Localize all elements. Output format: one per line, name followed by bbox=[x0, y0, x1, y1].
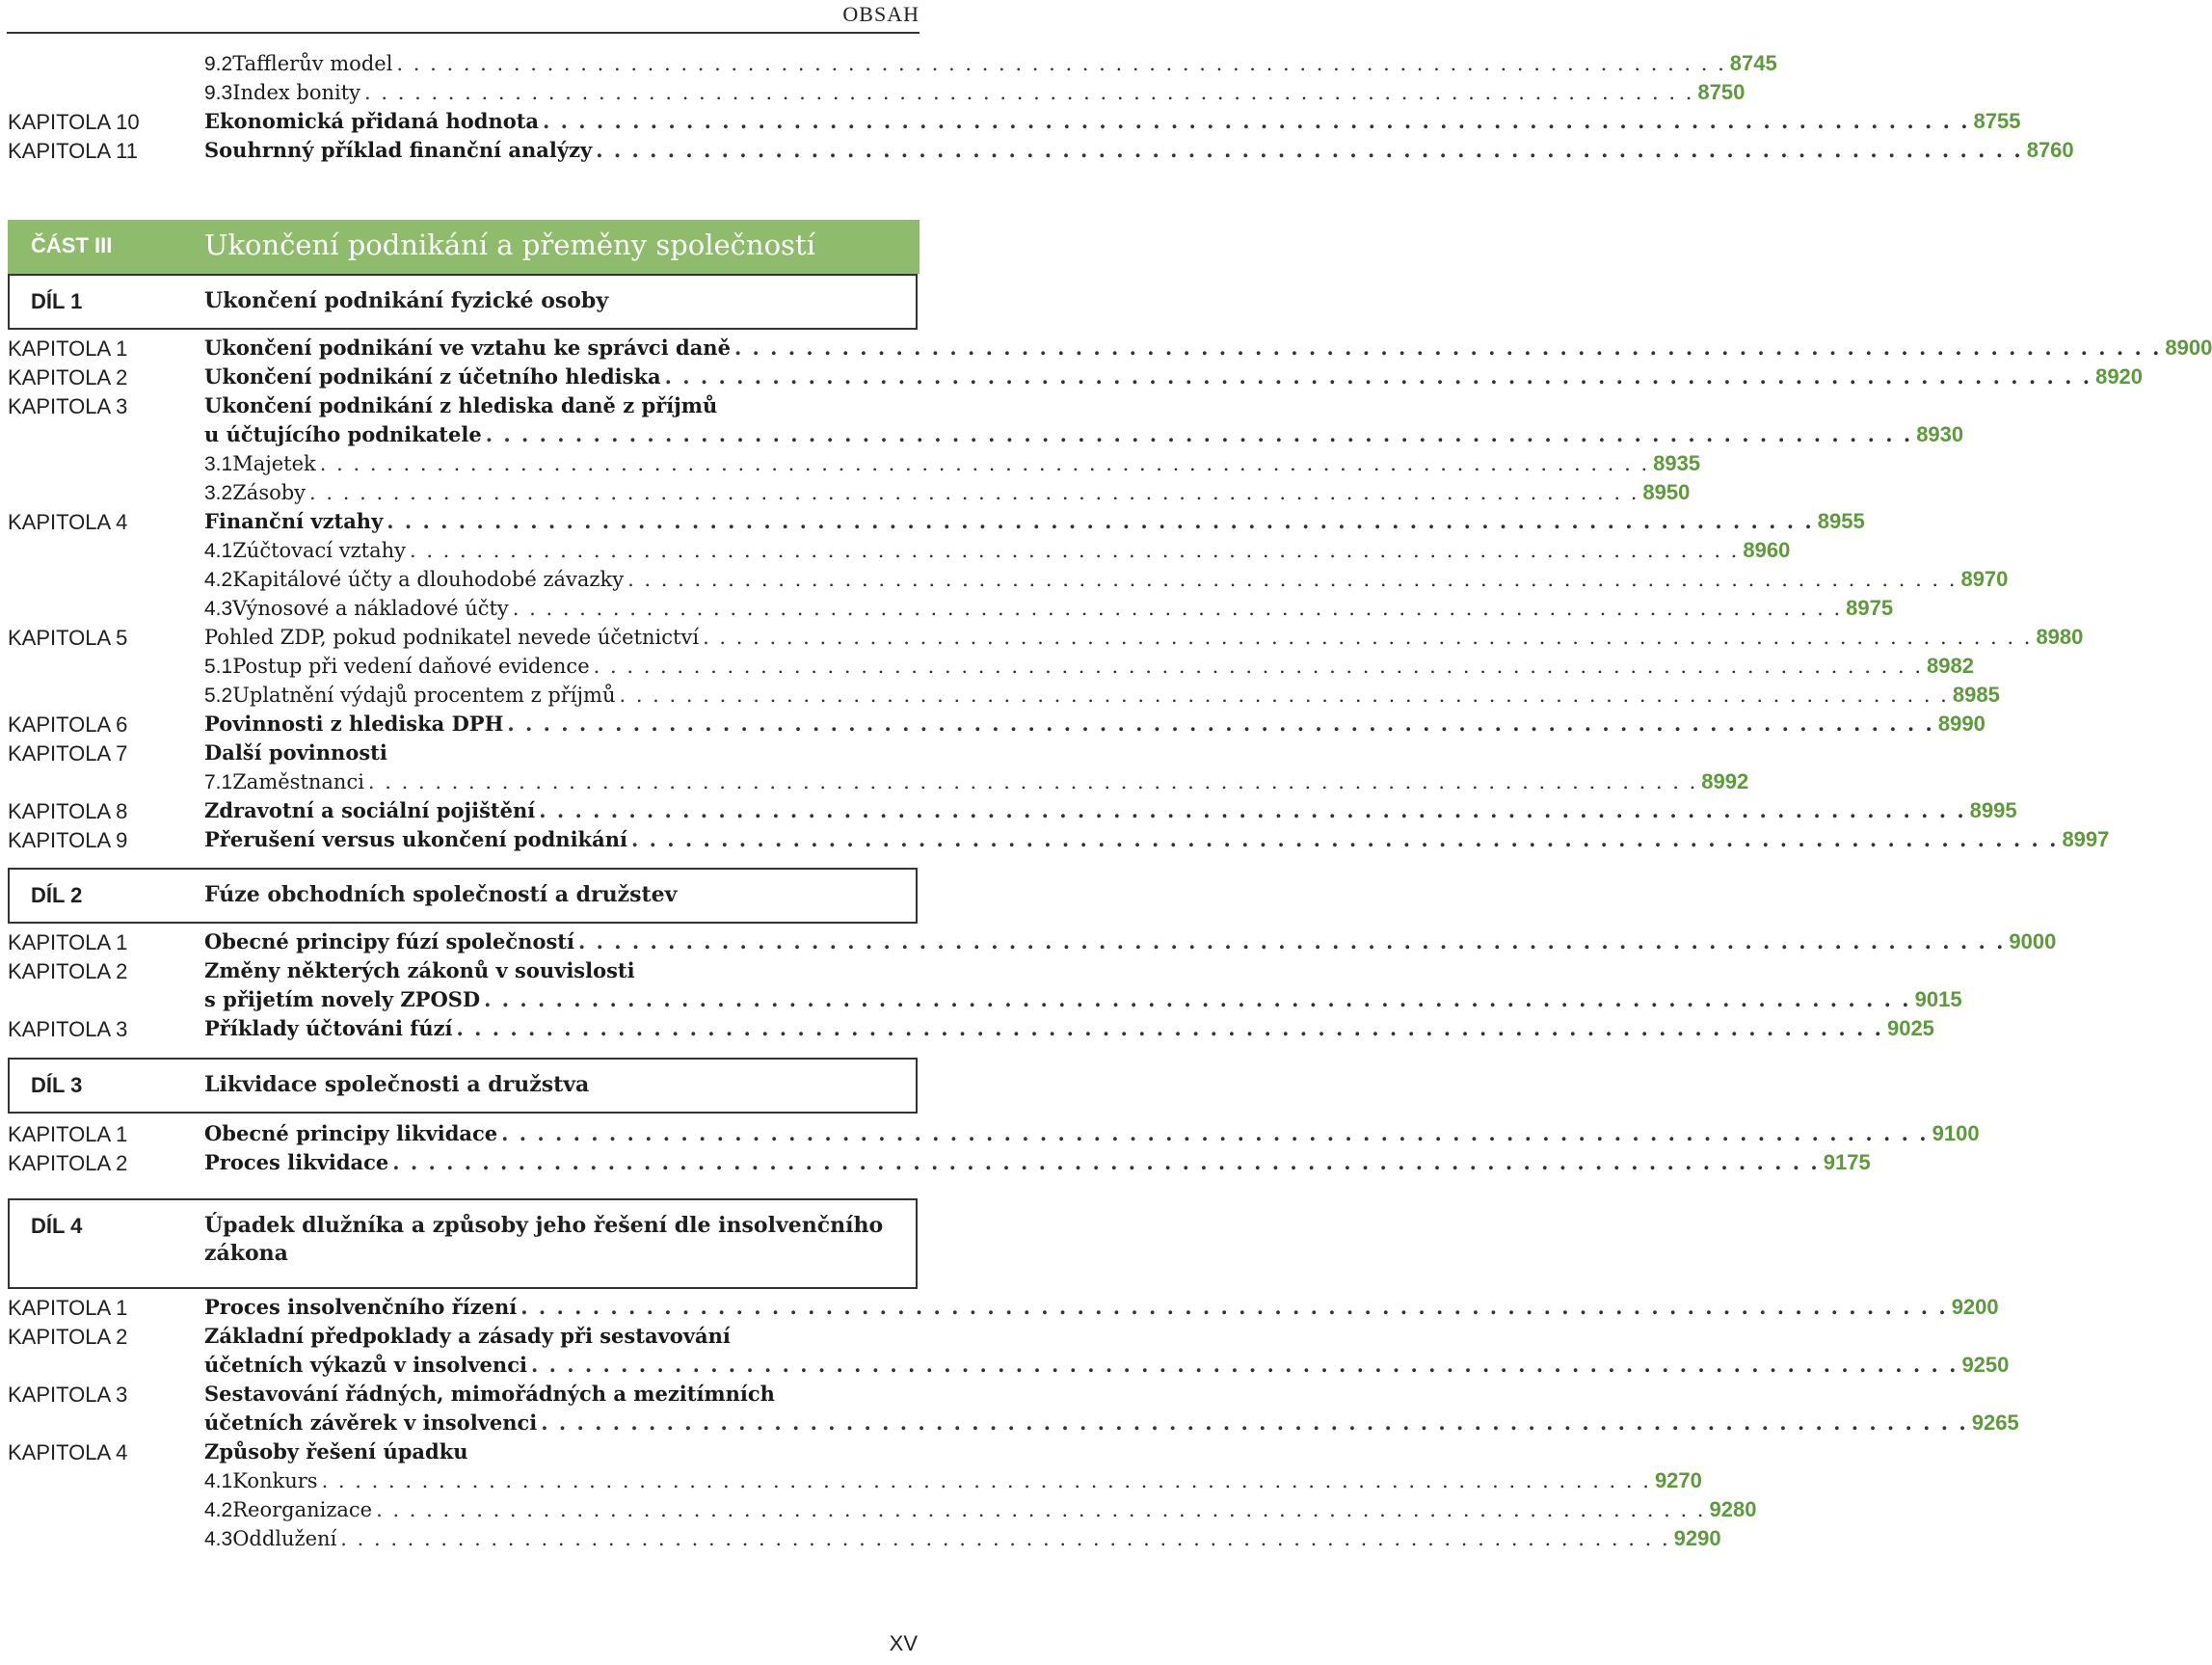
chapter-label: KAPITOLA 2 bbox=[8, 365, 128, 389]
entry-title: Změny některých zákonů v souvislosti bbox=[204, 958, 635, 982]
chapter-label: KAPITOLA 3 bbox=[8, 394, 128, 418]
leader-dots: . . . . . . . . . . . . . . . . . . . . . . . . . . . . . . . . . . . . . . . . . . . . . . . . . . . . . . . . . . . . . . . . . . . . . . . . . . . . . . . . bbox=[520, 1295, 1948, 1319]
leader-dots: . . . . . . . . . . . . . . . . . . . . . . . . . . . . . . . . . . . . . . . . . . . . . . . . . . . . . . . . . . . . . . . . . . . . . . . . . . . . . . . . bbox=[364, 81, 1694, 104]
entry-line bbox=[204, 625, 2084, 654]
entry-title: Zaměstnanci bbox=[232, 770, 364, 793]
page-ref[interactable]: 8900 bbox=[2165, 336, 2212, 360]
leader-dots: . . . . . . . . . . . . . . . . . . . . . . . . . . . . . . . . . . . . . . . . . . . . . . . . . . . . . . . . . . . . . . . . . . . . . . . . . . . . . . . . bbox=[456, 1016, 1883, 1040]
chapter-label: KAPITOLA 2 bbox=[8, 959, 128, 983]
entry-line bbox=[204, 1150, 1871, 1179]
section-number: 7.1 bbox=[204, 771, 233, 793]
entry-title: Zúčtovací vztahy bbox=[232, 539, 406, 562]
leader-dots: . . . . . . . . . . . . . . . . . . . . . . . . . . . . . . . . . . . . . . . . . . . . . . . . . . . . . . . . . . . . . . . . . . . . . . . . . . . . . . . . bbox=[484, 987, 1911, 1011]
entry-line bbox=[204, 509, 1865, 538]
entry-line bbox=[204, 683, 2000, 712]
entry-text bbox=[204, 827, 2110, 856]
page-ref[interactable]: 8955 bbox=[1817, 509, 1865, 533]
entry-text bbox=[204, 596, 1894, 625]
toc-entry bbox=[8, 508, 1865, 537]
entry-text bbox=[204, 958, 1962, 1016]
header-title: OBSAH bbox=[842, 2, 919, 26]
entry-line bbox=[204, 422, 1964, 451]
dil-2-label: DÍL 2 bbox=[31, 883, 83, 907]
leader-dots: . . . . . . . . . . . . . . . . . . . . . . . . . . . . . . . . . . . . . . . . . . . . . . . . . . . . . . . . . . . . . . . . . . . . . . . . . . . . . . . . bbox=[392, 1150, 1820, 1174]
leader-dots: . . . . . . . . . . . . . . . . . . . . . . . . . . . . . . . . . . . . . . . . . . . . . . . . . . . . . . . . . . . . . . . . . . . . . . . . . . . . . . . . bbox=[541, 1410, 1968, 1435]
dil-4-title-line-2: zákona bbox=[204, 1241, 288, 1266]
entry-title: Obecné principy likvidace bbox=[204, 1121, 498, 1145]
entry-line bbox=[204, 929, 2057, 958]
entry-text bbox=[204, 1150, 1871, 1179]
section-number: 4.3 bbox=[204, 1528, 233, 1550]
entry-title: Pohled ZDP, pokud podnikatel nevede účetnictví bbox=[204, 626, 700, 649]
toc-block-dil-3 bbox=[8, 1120, 1980, 1178]
leader-dots: . . . . . . . . . . . . . . . . . . . . . . . . . . . . . . . . . . . . . . . . . . . . . . . . . . . . . . . . . . . . . . . . . . . . . . . . . . . . . . . . bbox=[485, 422, 1913, 446]
entry-line bbox=[204, 451, 1701, 480]
entry-title: Reorganizace bbox=[232, 1498, 373, 1521]
entry-text bbox=[204, 393, 1964, 451]
chapter-label: KAPITOLA 5 bbox=[8, 626, 128, 650]
entry-title: Povinnosti z hlediska DPH bbox=[204, 712, 504, 736]
entry-line bbox=[204, 567, 2009, 596]
toc-entry bbox=[8, 335, 2212, 363]
page-ref[interactable]: 9280 bbox=[1709, 1497, 1757, 1521]
entry-title: u účtujícího podnikatele bbox=[204, 422, 482, 446]
section-number: 5.2 bbox=[204, 685, 233, 707]
toc-entry bbox=[8, 739, 919, 768]
entry-line bbox=[204, 1526, 1721, 1555]
entry-title: Ekonomická přidaná hodnota bbox=[204, 109, 540, 133]
entry-title: Další povinnosti bbox=[204, 740, 387, 765]
page-ref[interactable]: 9175 bbox=[1823, 1150, 1871, 1174]
toc-block-dil-4 bbox=[8, 1294, 2019, 1554]
page-ref[interactable]: 8750 bbox=[1697, 80, 1746, 104]
toc-entry bbox=[8, 928, 2057, 957]
leader-dots: . . . . . . . . . . . . . . . . . . . . . . . . . . . . . . . . . . . . . . . . . . . . . . . . . . . . . . . . . . . . . . . . . . . . . . . . . . . . . . . . bbox=[664, 364, 2092, 389]
entry-title: Postup při vedení daňové evidence bbox=[232, 655, 590, 678]
entry-title: Uplatnění výdajů procentem z příjmů bbox=[232, 684, 616, 707]
entry-text bbox=[204, 712, 1985, 740]
leader-dots: . . . . . . . . . . . . . . . . . . . . . . . . . . . . . . . . . . . . . . . . . . . . . . . . . . . . . . . . . . . . . . . . . . . . . . . . . . . . . . . . bbox=[376, 1498, 1706, 1521]
leader-dots: . . . . . . . . . . . . . . . . . . . . . . . . . . . . . . . . . . . . . . . . . . . . . . . . . . . . . . . . . . . . . . . . . . . . . . . . . . . . . . . . bbox=[543, 109, 1970, 133]
entry-line bbox=[204, 538, 1791, 567]
page-ref[interactable]: 9200 bbox=[1951, 1295, 1999, 1319]
toc-entry bbox=[8, 1149, 1871, 1178]
toc-entry bbox=[8, 1015, 1934, 1044]
part-label: ČÁST III bbox=[31, 233, 113, 257]
entry-title: Základní předpoklady a zásady při sestavování bbox=[204, 1324, 731, 1348]
toc-block-dil-2 bbox=[8, 928, 2057, 1044]
dil-4-box bbox=[8, 1198, 918, 1289]
entry-title: účetních závěrek v insolvenci bbox=[204, 1410, 538, 1435]
section-number: 5.1 bbox=[204, 656, 233, 678]
dil-1-box bbox=[8, 274, 918, 330]
entry-line bbox=[204, 1324, 919, 1353]
dil-4-title-line-1: Úpadek dlužníka a způsoby jeho řešení dle insolvenčního bbox=[204, 1213, 884, 1238]
entry-line bbox=[204, 1016, 1934, 1045]
toc-entry bbox=[8, 768, 1749, 797]
chapter-label: KAPITOLA 1 bbox=[8, 336, 128, 361]
toc-entry bbox=[8, 363, 2144, 392]
page-ref[interactable]: 8995 bbox=[1969, 798, 2017, 822]
running-header bbox=[0, 0, 925, 35]
entry-title: Ukončení podnikání z hlediska daně z příjmů bbox=[204, 393, 718, 417]
entry-title: Zdravotní a sociální pojištění bbox=[204, 798, 536, 822]
page-ref[interactable]: 8992 bbox=[1701, 769, 1749, 793]
entry-text bbox=[204, 538, 1791, 567]
chapter-label: KAPITOLA 10 bbox=[8, 110, 140, 134]
chapter-label: KAPITOLA 4 bbox=[8, 1440, 128, 1464]
entry-title: s přijetím novely ZPOSD bbox=[204, 987, 481, 1011]
entry-title: Konkurs bbox=[232, 1469, 318, 1492]
header-rule bbox=[7, 32, 919, 34]
leader-dots: . . . . . . . . . . . . . . . . . . . . . . . . . . . . . . . . . . . . . . . . . . . . . . . . . . . . . . . . . . . . . . . . . . . . . . . . . . . . . . . . bbox=[386, 509, 1814, 533]
entry-line bbox=[204, 596, 1894, 625]
entry-title: Způsoby řešení úpadku bbox=[204, 1439, 468, 1464]
entry-text bbox=[204, 1382, 2019, 1439]
chapter-label: KAPITOLA 11 bbox=[8, 139, 138, 163]
section-number: 4.2 bbox=[204, 569, 233, 591]
toc-entry bbox=[8, 595, 1894, 624]
entry-title: Oddlužení bbox=[232, 1527, 337, 1550]
entry-title: Zásoby bbox=[232, 481, 306, 504]
leader-dots: . . . . . . . . . . . . . . . . . . . . . . . . . . . . . . . . . . . . . . . . . . . . . . . . . . . . . . . . . . . . . . . . . . . . . . . . . . . . . . . . bbox=[512, 597, 1843, 620]
toc-entry bbox=[8, 450, 1701, 479]
entry-title: Ukončení podnikání ve vztahu ke správci daně bbox=[204, 336, 731, 360]
leader-dots: . . . . . . . . . . . . . . . . . . . . . . . . . . . . . . . . . . . . . . . . . . . . . . . . . . . . . . . . . . . . . . . . . . . . . . . . . . . . . . . . bbox=[593, 655, 1924, 678]
entry-line bbox=[204, 336, 2212, 364]
leader-dots: . . . . . . . . . . . . . . . . . . . . . . . . . . . . . . . . . . . . . . . . . . . . . . . . . . . . . . . . . . . . . . . . . . . . . . . . . . . . . . . . bbox=[539, 798, 1966, 822]
toc-entry bbox=[8, 624, 2084, 653]
leader-dots: . . . . . . . . . . . . . . . . . . . . . . . . . . . . . . . . . . . . . . . . . . . . . . . . . . . . . . . . . . . . . . . . . . . . . . . . . . . . . . . . bbox=[627, 568, 1958, 591]
entry-text bbox=[204, 625, 2084, 654]
page-ref[interactable]: 8755 bbox=[1973, 109, 2021, 133]
entry-line bbox=[204, 364, 2144, 393]
entry-line bbox=[204, 712, 1985, 740]
leader-dots: . . . . . . . . . . . . . . . . . . . . . . . . . . . . . . . . . . . . . . . . . . . . . . . . . . . . . . . . . . . . . . . . . . . . . . . . . . . . . . . . bbox=[367, 770, 1698, 793]
entry-text bbox=[204, 1526, 1721, 1555]
dil-3-label: DÍL 3 bbox=[31, 1073, 83, 1097]
entry-line bbox=[204, 1295, 1999, 1324]
page-ref[interactable]: 9025 bbox=[1886, 1016, 1934, 1040]
leader-dots: . . . . . . . . . . . . . . . . . . . . . . . . . . . . . . . . . . . . . . . . . . . . . . . . . . . . . . . . . . . . . . . . . . . . . . . . . . . . . . . . bbox=[309, 481, 1639, 504]
page-ref[interactable]: 8960 bbox=[1743, 538, 1791, 562]
chapter-label: KAPITOLA 4 bbox=[8, 510, 128, 534]
entry-title: Přerušení versus ukončení podnikání bbox=[204, 827, 627, 851]
entry-text bbox=[204, 138, 2074, 167]
entry-line bbox=[204, 109, 2021, 138]
entry-line bbox=[204, 958, 919, 987]
toc-entry bbox=[8, 479, 1691, 508]
leader-dots: . . . . . . . . . . . . . . . . . . . . . . . . . . . . . . . . . . . . . . . . . . . . . . . . . . . . . . . . . . . . . . . . . . . . . . . . . . . . . . . . bbox=[319, 452, 1650, 475]
entry-title: Proces insolvenčního řízení bbox=[204, 1295, 518, 1319]
entry-text bbox=[204, 1295, 1999, 1324]
toc-entry bbox=[8, 1294, 1999, 1323]
page-ref[interactable]: 8980 bbox=[2036, 625, 2084, 649]
page-ref[interactable]: 8950 bbox=[1642, 480, 1691, 504]
entry-line bbox=[204, 138, 2074, 167]
entry-title: Ukončení podnikání z účetního hlediska bbox=[204, 364, 661, 389]
entry-line bbox=[204, 1121, 1980, 1150]
leader-dots: . . . . . . . . . . . . . . . . . . . . . . . . . . . . . . . . . . . . . . . . . . . . . . . . . . . . . . . . . . . . . . . . . . . . . . . . . . . . . . . . bbox=[596, 138, 2023, 162]
section-number: 4.1 bbox=[204, 1470, 233, 1492]
entry-line bbox=[204, 393, 919, 422]
toc-entry bbox=[8, 1323, 2010, 1381]
entry-title: účetních výkazů v insolvenci bbox=[204, 1353, 527, 1377]
leader-dots: . . . . . . . . . . . . . . . . . . . . . . . . . . . . . . . . . . . . . . . . . . . . . . . . . . . . . . . . . . . . . . . . . . . . . . . . . . . . . . . . bbox=[530, 1353, 1959, 1377]
toc-entry bbox=[8, 1381, 2019, 1438]
toc-block-dil-1 bbox=[8, 335, 2212, 855]
entry-text bbox=[204, 1497, 1757, 1526]
dil-1-label: DÍL 1 bbox=[31, 289, 83, 313]
leader-dots: . . . . . . . . . . . . . . . . . . . . . . . . . . . . . . . . . . . . . . . . . . . . . . . . . . . . . . . . . . . . . . . . . . . . . . . . . . . . . . . . bbox=[619, 684, 1949, 707]
entry-line bbox=[204, 827, 2110, 856]
dil-4-label: DÍL 4 bbox=[31, 1214, 83, 1238]
dil-4-title bbox=[204, 1212, 883, 1268]
chapter-label: KAPITOLA 9 bbox=[8, 828, 128, 852]
chapter-label: KAPITOLA 3 bbox=[8, 1383, 128, 1407]
page-ref[interactable]: 8930 bbox=[1916, 422, 1964, 446]
entry-line bbox=[204, 1410, 2019, 1439]
toc-entry bbox=[8, 682, 2000, 711]
leader-dots: . . . . . . . . . . . . . . . . . . . . . . . . . . . . . . . . . . . . . . . . . . . . . . . . . . . . . . . . . . . . . . . . . . . . . . . . . . . . . . . . bbox=[396, 52, 1726, 75]
entry-title: Obecné principy fúzí společností bbox=[204, 929, 574, 953]
leader-dots: . . . . . . . . . . . . . . . . . . . . . . . . . . . . . . . . . . . . . . . . . . . . . . . . . . . . . . . . . . . . . . . . . . . . . . . . . . . . . . . . bbox=[507, 712, 1934, 736]
entry-title: Kapitálové účty a dlouhodobé závazky bbox=[232, 568, 625, 591]
entry-text bbox=[204, 336, 2212, 364]
toc-entry bbox=[8, 711, 1985, 739]
page-ref[interactable]: 8997 bbox=[2062, 827, 2110, 851]
toc-entry bbox=[8, 50, 1777, 79]
toc-entry bbox=[8, 797, 2017, 826]
toc-entry bbox=[8, 108, 2021, 137]
page-number: XV bbox=[889, 1631, 918, 1655]
toc-entry bbox=[8, 79, 1746, 108]
entry-text bbox=[204, 1016, 1934, 1045]
page-ref[interactable]: 9250 bbox=[1961, 1353, 2010, 1377]
entry-text bbox=[204, 683, 2000, 712]
page-ref[interactable]: 8935 bbox=[1653, 451, 1701, 475]
entry-title: Majetek bbox=[232, 452, 316, 475]
entry-text bbox=[204, 1121, 1980, 1150]
page-ref[interactable]: 8970 bbox=[1960, 567, 2009, 591]
entry-text bbox=[204, 567, 2009, 596]
entry-title: Tafflerův model bbox=[232, 52, 393, 75]
entry-line bbox=[204, 80, 1746, 109]
entry-text bbox=[204, 654, 1974, 683]
toc-entry bbox=[8, 1120, 1980, 1149]
page-ref[interactable]: 8975 bbox=[1846, 596, 1894, 620]
page-ref[interactable]: 8990 bbox=[1937, 712, 1985, 736]
toc-entry bbox=[8, 537, 1791, 566]
entry-line bbox=[204, 654, 1974, 683]
leader-dots: . . . . . . . . . . . . . . . . . . . . . . . . . . . . . . . . . . . . . . . . . . . . . . . . . . . . . . . . . . . . . . . . . . . . . . . . . . . . . . . . bbox=[703, 626, 2033, 649]
entry-line bbox=[204, 987, 1962, 1016]
dil-1-title: Ukončení podnikání fyzické osoby bbox=[204, 288, 609, 313]
section-number: 9.2 bbox=[204, 53, 233, 75]
entry-title: Výnosové a nákladové účty bbox=[232, 597, 509, 620]
entry-line bbox=[204, 740, 919, 769]
page-ref[interactable]: 8985 bbox=[1952, 683, 2000, 707]
entry-text bbox=[204, 451, 1701, 480]
page-ref[interactable]: 9000 bbox=[2009, 929, 2057, 953]
entry-title: Sestavování řádných, mimořádných a mezitímních bbox=[204, 1382, 775, 1406]
leader-dots: . . . . . . . . . . . . . . . . . . . . . . . . . . . . . . . . . . . . . . . . . . . . . . . . . . . . . . . . . . . . . . . . . . . . . . . . . . . . . . . . bbox=[501, 1121, 1929, 1145]
leader-dots: . . . . . . . . . . . . . . . . . . . . . . . . . . . . . . . . . . . . . . . . . . . . . . . . . . . . . . . . . . . . . . . . . . . . . . . . . . . . . . . . bbox=[733, 336, 2162, 360]
toc-entry bbox=[8, 392, 1964, 450]
toc-entry bbox=[8, 1525, 1721, 1554]
entry-line bbox=[204, 51, 1777, 80]
toc-entry bbox=[8, 1467, 1702, 1496]
chapter-label: KAPITOLA 2 bbox=[8, 1151, 128, 1175]
entry-line bbox=[204, 798, 2017, 827]
entry-line bbox=[204, 1468, 1702, 1497]
section-number: 3.1 bbox=[204, 453, 233, 475]
section-number: 9.3 bbox=[204, 82, 233, 104]
chapter-label: KAPITOLA 2 bbox=[8, 1325, 128, 1349]
entry-text bbox=[204, 1468, 1702, 1497]
page-ref[interactable]: 8982 bbox=[1927, 654, 1974, 678]
toc-entry bbox=[8, 137, 2074, 166]
entry-line bbox=[204, 1382, 919, 1410]
entry-title: Finanční vztahy bbox=[204, 509, 384, 533]
entry-text bbox=[204, 51, 1777, 80]
leader-dots: . . . . . . . . . . . . . . . . . . . . . . . . . . . . . . . . . . . . . . . . . . . . . . . . . . . . . . . . . . . . . . . . . . . . . . . . . . . . . . . . bbox=[321, 1469, 1651, 1492]
toc-entry bbox=[8, 566, 2009, 595]
leader-dots: . . . . . . . . . . . . . . . . . . . . . . . . . . . . . . . . . . . . . . . . . . . . . . . . . . . . . . . . . . . . . . . . . . . . . . . . . . . . . . . . bbox=[409, 539, 1740, 562]
entry-text bbox=[204, 80, 1746, 109]
entry-text bbox=[204, 109, 2021, 138]
section-number: 4.1 bbox=[204, 540, 233, 562]
entry-text bbox=[204, 929, 2057, 958]
toc-entry bbox=[8, 1496, 1757, 1525]
chapter-label: KAPITOLA 7 bbox=[8, 741, 128, 765]
entry-line bbox=[204, 480, 1691, 509]
entry-text bbox=[204, 1324, 2010, 1382]
part-title: Ukončení podnikání a přeměny společností bbox=[204, 228, 815, 261]
leader-dots: . . . . . . . . . . . . . . . . . . . . . . . . . . . . . . . . . . . . . . . . . . . . . . . . . . . . . . . . . . . . . . . . . . . . . . . . . . . . . . . . bbox=[630, 827, 2059, 851]
page-ref[interactable]: 8920 bbox=[2095, 364, 2144, 389]
entry-line bbox=[204, 769, 1749, 798]
dil-3-box bbox=[8, 1058, 918, 1114]
page-ref[interactable]: 9270 bbox=[1654, 1468, 1702, 1492]
entry-text bbox=[204, 798, 2017, 827]
entry-title: Souhrnný příklad finanční analýzy bbox=[204, 138, 593, 162]
entry-text bbox=[204, 364, 2144, 393]
entry-title: Proces likvidace bbox=[204, 1150, 389, 1174]
part-banner bbox=[8, 220, 919, 274]
page-ref[interactable]: 9265 bbox=[1971, 1410, 2019, 1435]
page-ref[interactable]: 8745 bbox=[1729, 51, 1777, 75]
page-ref[interactable]: 9290 bbox=[1673, 1526, 1721, 1550]
entry-text bbox=[204, 769, 1749, 798]
entry-text bbox=[204, 740, 919, 769]
entry-title: Příklady účtováni fúzí bbox=[204, 1016, 453, 1040]
entry-line bbox=[204, 1353, 2010, 1382]
entry-title: Index bonity bbox=[232, 81, 361, 104]
entry-text bbox=[204, 509, 1865, 538]
toc-block-top bbox=[8, 50, 2074, 166]
entry-line bbox=[204, 1439, 919, 1468]
dil-3-title: Likvidace společnosti a družstva bbox=[204, 1072, 590, 1097]
chapter-label: KAPITOLA 1 bbox=[8, 1296, 128, 1320]
chapter-label: KAPITOLA 1 bbox=[8, 1122, 128, 1146]
chapter-label: KAPITOLA 3 bbox=[8, 1017, 128, 1041]
chapter-label: KAPITOLA 1 bbox=[8, 930, 128, 954]
section-number: 3.2 bbox=[204, 482, 233, 504]
leader-dots: . . . . . . . . . . . . . . . . . . . . . . . . . . . . . . . . . . . . . . . . . . . . . . . . . . . . . . . . . . . . . . . . . . . . . . . . . . . . . . . . bbox=[577, 929, 2006, 953]
entry-text bbox=[204, 480, 1691, 509]
entry-line bbox=[204, 1497, 1757, 1526]
page-ref[interactable]: 9015 bbox=[1914, 987, 1962, 1011]
section-number: 4.3 bbox=[204, 598, 233, 620]
dil-2-box bbox=[8, 868, 918, 924]
section-number: 4.2 bbox=[204, 1499, 233, 1521]
toc-entry bbox=[8, 826, 2110, 855]
page-ref[interactable]: 8760 bbox=[2026, 138, 2074, 162]
chapter-label: KAPITOLA 6 bbox=[8, 712, 128, 737]
chapter-label: KAPITOLA 8 bbox=[8, 799, 128, 823]
page-ref[interactable]: 9100 bbox=[1932, 1121, 1980, 1145]
leader-dots: . . . . . . . . . . . . . . . . . . . . . . . . . . . . . . . . . . . . . . . . . . . . . . . . . . . . . . . . . . . . . . . . . . . . . . . . . . . . . . . . bbox=[340, 1527, 1670, 1550]
dil-2-title: Fúze obchodních společností a družstev bbox=[204, 882, 678, 907]
entry-text bbox=[204, 1439, 919, 1468]
toc-entry bbox=[8, 957, 1962, 1015]
toc-entry bbox=[8, 653, 1974, 682]
toc-entry bbox=[8, 1438, 919, 1467]
